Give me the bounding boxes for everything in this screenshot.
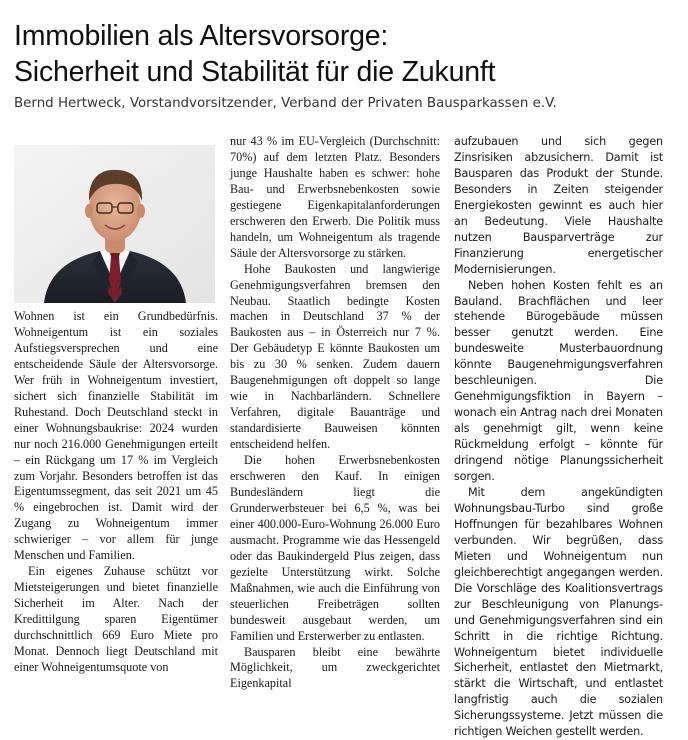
paragraph: Bausparen bleibt eine bewährte Möglichkeit, um zweckgerichtet Eigenkapital bbox=[230, 644, 440, 691]
title-line-1: Immobilien als Altersvorsorge: bbox=[14, 20, 389, 52]
paragraph: Ein eigenes Zuhause schützt vor Mietsteigerungen und bietet finanzielle Sicherheit im Alter. Nach der Kredittilgung sparen Eigentümer durchschnittlich 669 Euro Miete pro Monat. Dennoch liegt Deutschland mit einer Wohneigentumsquote von bbox=[14, 564, 218, 674]
article-title bbox=[14, 18, 674, 90]
article-column-1 bbox=[14, 309, 218, 676]
article-column-3 bbox=[454, 134, 663, 740]
article-column-2 bbox=[230, 134, 440, 692]
paragraph: Hohe Baukosten und langwierige Genehmigungsverfahren bremsen den Neubau. Staatlich bedingte Kosten machen in Deutschland 37 % der Baukosten aus – in Österreich nur 7 %. Der Gebäudetyp E könnte Baukosten um bis zu 30 % senken. Zudem dauern Baugenehmigungen oft doppelt so lange wie in Nachbarländern. Schnellere Verfahren, digitale Bauanträge und standardisierte Bauweisen könnten entscheidend helfen. bbox=[230, 261, 440, 452]
byline: Bernd Hertweck, Vorstandvorsitzender, Verband der Privaten Bausparkassen e.V. bbox=[14, 96, 557, 111]
paragraph: nur 43 % im EU-Vergleich (Durchschnitt: 70%) auf dem letzten Platz. Besonders junge Haushalte haben es schwer: hohe Bau- und Erwerbsnebenkosten sowie gestiegene Eigenkapitalanforderungen erschweren den Erwerb. Die Politik muss handeln, um Wohneigentum als tragende Säule der Altersvorsorge zu stärken. bbox=[230, 134, 440, 260]
portrait-photo bbox=[14, 145, 215, 303]
paragraph: Mit dem angekündigten Wohnungsbau-Turbo sind große Hoffnungen für bezahlbares Wohnen verbunden. Wir begrüßen, dass Mieten und Wohneigentum nun gleichberechtigt angegangen werden. Die Vorschläge des Koalitionsvertrags zur Beschleunigung von Planungs- und Genehmigungsverfahren sind ein Schritt in die richtige Richtung. Wohneigentum bietet individuelle Sicherheit, entlastet den Mietmarkt, stärkt die Wirtschaft, und entlastet langfristig auch die sozialen Sicherungssysteme. Jetzt müssen die richtigen Weichen gestellt werden. bbox=[454, 485, 663, 739]
paragraph: Die hohen Erwerbsnebenkosten erschweren den Kauf. In einigen Bundesländern liegt die Grunderwerbsteuer bei 6,5 %, was bei einer 400.000-Euro-Wohnung 26.000 Euro ausmacht. Programme wie das Hessengeld oder das Baukindergeld Plus zeigen, dass gezielte Unterstützung wirkt. Solche Maßnahmen, wie auch die Einführung von steuerlichen Freibeträgen sollten bundesweit ausgebaut werden, um Familien und Ersterwerber zu entlasten. bbox=[230, 453, 440, 643]
portrait-icon bbox=[14, 145, 215, 303]
paragraph: aufzubauen und sich gegen Zinsrisiken abzusichern. Damit ist Bausparen das Produkt der Stunde. Besonders in Zeiten steigender Energiekosten gewinnt es auch hier an Bedeutung. Viele Haushalte nutzen Bausparverträge zur Finanzierung energetischer Modernisierungen. bbox=[454, 135, 663, 276]
paragraph: Wohnen ist ein Grundbedürfnis. Wohneigentum ist ein soziales Aufstiegsversprechen und eine entscheidende Säule der Altersvorsorge. Wer früh in Wohneigentum investiert, sichert sich finanzielle Stabilität im Ruhestand. Doch Deutschland steckt in einer Wohnungsbaukrise: 2024 wurden nur noch 216.000 Genehmigungen erteilt – ein Rückgang um 17 % im Vergleich zum Vorjahr. Besonders betroffen ist das Eigentumssegment, das seit 2021 um 45 % eingebrochen ist. Damit wird der Zugang zu Wohneigentum immer schwieriger – vor allem für junge Menschen und Familien. bbox=[14, 309, 218, 563]
title-line-2: Sicherheit und Stabilität für die Zukunft bbox=[14, 56, 496, 88]
paragraph: Neben hohen Kosten fehlt es an Bauland. Brachflächen und leer stehende Bürogebäude müssen besser genutzt werden. Eine bundesweite Musterbauordnung könnte Baugenehmigungsverfahren beschleunigen. Die Genehmigungsfiktion in Bayern – wonach ein Antrag nach drei Monaten als genehmigt gilt, wenn keine Rückmeldung erfolgt – könnte für dringend nötige Planungssicherheit sorgen. bbox=[454, 278, 663, 484]
